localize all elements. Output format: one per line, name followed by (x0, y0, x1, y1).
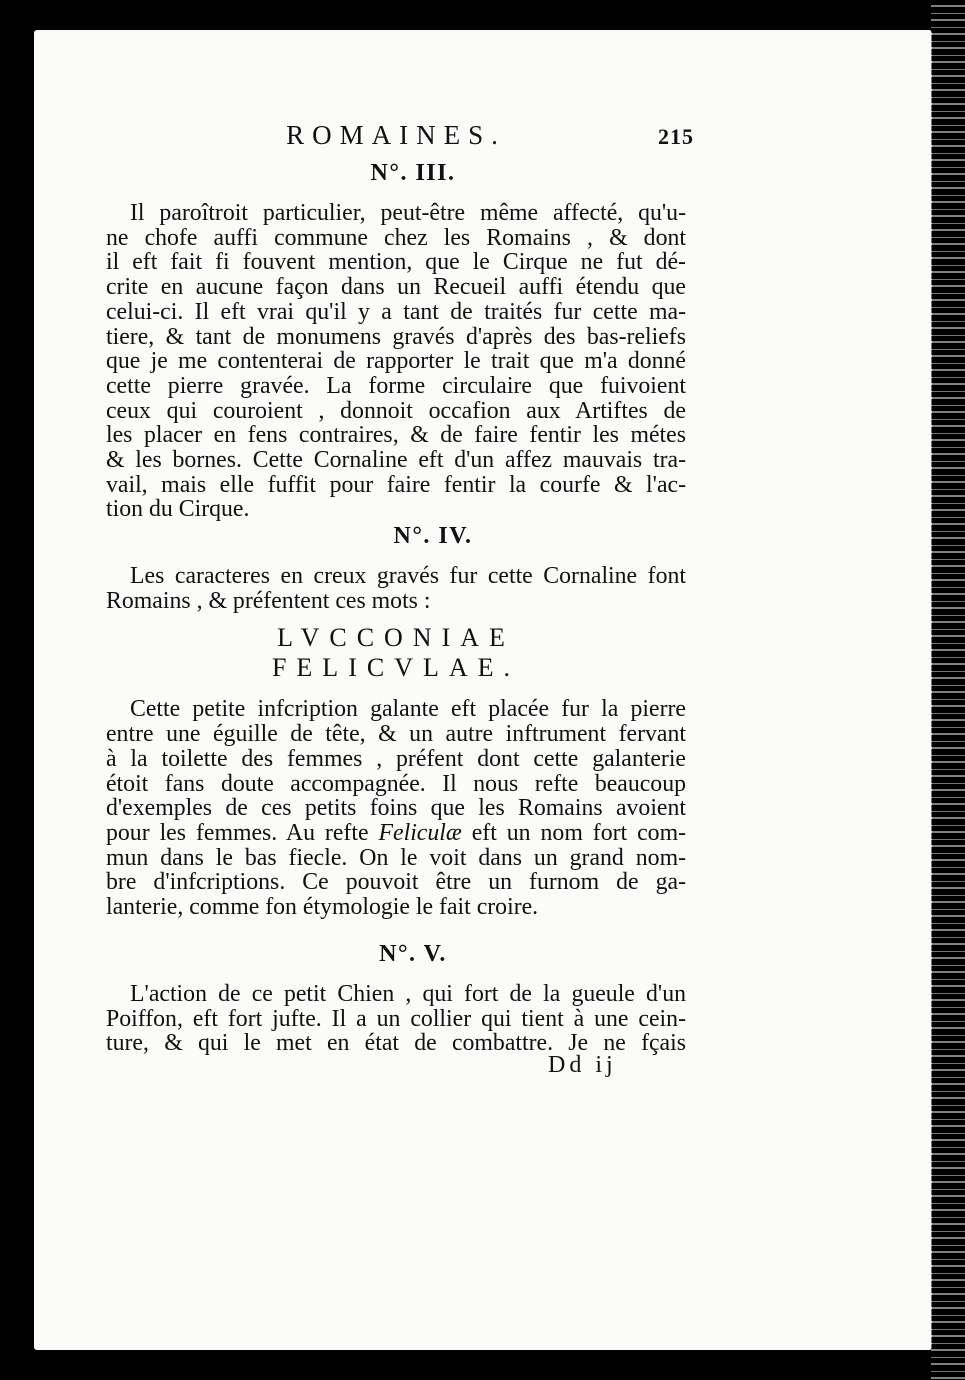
text-line: Romains , & préfentent ces mots : (106, 587, 431, 614)
paragraph (106, 564, 686, 613)
text-line: lanterie, comme fon étymologie le fait croire. (106, 894, 539, 921)
text-line: Les caracteres en creux gravés fur cette Cornaline font (130, 563, 686, 589)
text-fragment: eft un nom fort com- (471, 819, 687, 846)
italic-name: Feliculæ (378, 819, 462, 846)
text-line: mun dans le bas fiecle. On le voit dans un grand nom- (106, 844, 686, 871)
text-line: ne chofe auffi commune chez les Romains , & dont (106, 224, 686, 251)
text-line: Cette petite infcription galante eft placée fur la pierre (130, 696, 686, 723)
text-line: crite en aucune façon dans un Recueil auffi étendu que (106, 274, 686, 301)
text-fragment: pour les femmes. Au refte (106, 819, 369, 846)
page-edge-stack (931, 0, 965, 1380)
text-line: les placer en fens contraires, & de faire fentir les métes (106, 422, 686, 449)
text-line: & les bornes. Cette Cornaline eft d'un affez mauvais tra- (106, 447, 686, 474)
paragraph (106, 982, 686, 1056)
text-line: entre une éguille de tête, & un autre inftrument fervant (106, 721, 686, 748)
section-iii (106, 160, 686, 522)
text-line: celui-ci. Il eft vrai qu'il y a tant de traités fur cette ma- (106, 298, 686, 325)
text-line: que je me contenterai de rapporter le trait que m'a donné (106, 348, 686, 375)
text-line: bre d'infcriptions. Ce pouvoit être un furnom de ga- (106, 869, 686, 896)
text-line: ceux qui couroient , donnoit occafion aux Artiftes de (106, 397, 686, 424)
text-line: vail, mais elle fuffit pour faire fentir la courfe & l'ac- (106, 471, 686, 498)
inscription-line: LVCCONIAE (277, 623, 515, 653)
section-heading: N°. III. (370, 160, 456, 186)
inscription-line: FELICVLAE. (271, 653, 521, 683)
section-heading: N°. V. (379, 941, 447, 967)
text-line: Il paroîtroit particulier, peut-être même affecté, qu'u- (130, 200, 686, 226)
text-line: d'exemples de ces petits foins que les Romains avoient (106, 795, 686, 822)
paragraph (106, 201, 686, 522)
text-line: cette pierre gravée. La forme circulaire que fuivoient (106, 372, 686, 399)
text-line: tion du Cirque. (106, 496, 250, 523)
page-number: 215 (658, 124, 694, 149)
catchword: Dd ij (548, 1052, 617, 1078)
inscription (106, 623, 686, 683)
text-line: L'action de ce petit Chien , qui fort de la gueule d'un (130, 981, 686, 1007)
text-line (106, 821, 686, 846)
text-line: il eft fait fi fouvent mention, que le Cirque ne fut dé- (106, 249, 686, 276)
paragraph (106, 697, 686, 919)
text-line: étoit fans doute accompagnée. Il nous refte beaucoup (106, 770, 686, 797)
section-iv (106, 523, 686, 920)
running-head (106, 120, 694, 160)
text-line: à la toilette des femmes , préfent dont cette galanterie (106, 745, 686, 772)
section-heading: N°. IV. (393, 523, 473, 549)
text-line: tiere, & tant de monumens gravés d'après des bas-reliefs (106, 323, 686, 350)
section-v (106, 941, 686, 1056)
text-line: ture, & qui le met en état de combattre. Je ne fçais (106, 1030, 686, 1057)
text-line: Poiffon, eft fort jufte. Il a un collier qui tient à une cein- (106, 1005, 686, 1032)
running-title: ROMAINES. (286, 120, 506, 150)
